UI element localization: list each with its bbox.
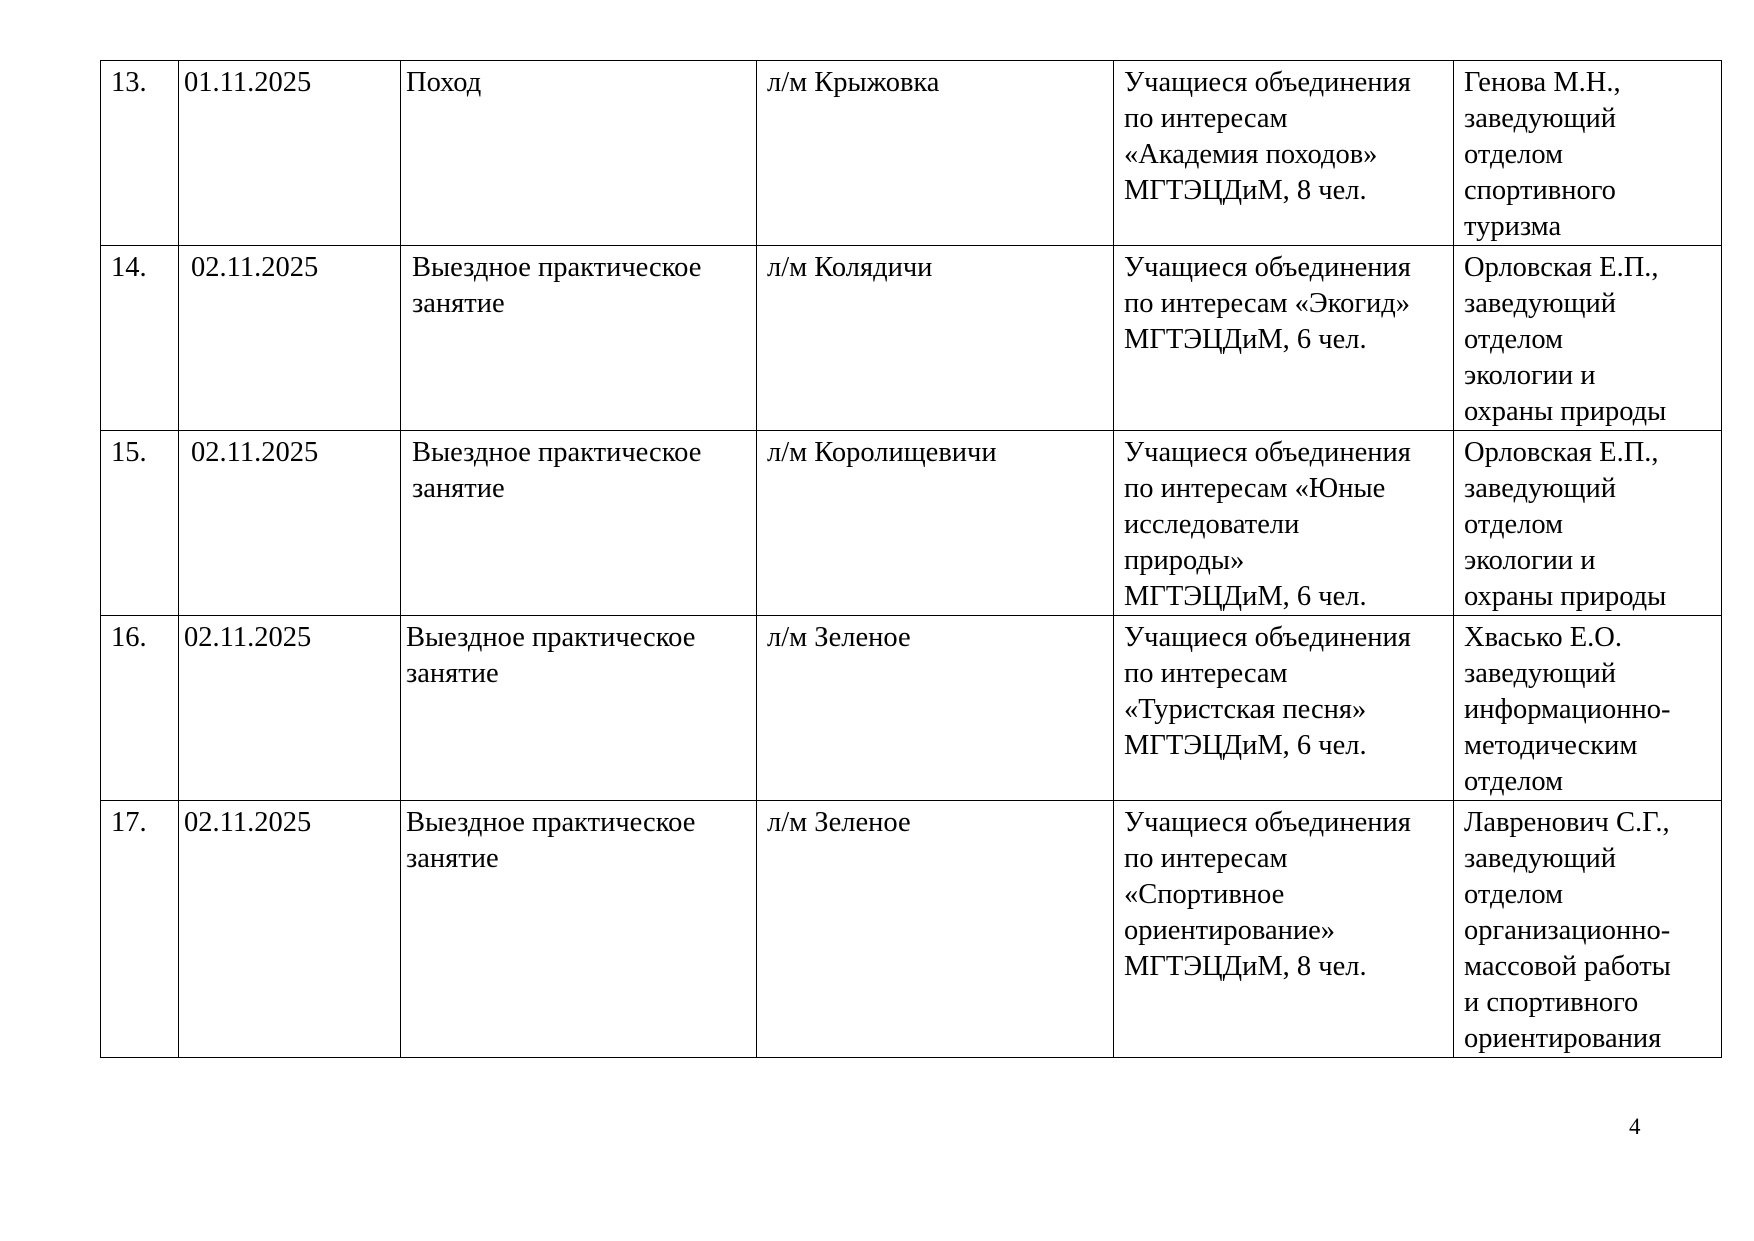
event-participants: Учащиеся объединения по интересам «Экогид» МГТЭЦДиМ, 6 чел. [1114,246,1454,431]
event-date: 02.11.2025 [179,616,401,801]
row-number: 14. [101,246,179,431]
event-name: Выездное практическое занятие [401,246,757,431]
event-place: л/м Зеленое [757,801,1114,1058]
row-number: 17. [101,801,179,1058]
table-row [101,246,1722,431]
row-number: 16. [101,616,179,801]
event-name: Поход [401,61,757,246]
event-place: л/м Королищевичи [757,431,1114,616]
page-number: 4 [1629,1114,1641,1139]
event-responsible: Орловская Е.П., заведующий отделом экологии и охраны природы [1454,431,1722,616]
event-date: 01.11.2025 [179,61,401,246]
event-responsible: Лавренович С.Г., заведующий отделом организационно- массовой работы и спортивного ориентирования [1454,801,1722,1058]
event-participants: Учащиеся объединения по интересам «Юные исследователи природы» МГТЭЦДиМ, 6 чел. [1114,431,1454,616]
event-participants: Учащиеся объединения по интересам «Академия походов» МГТЭЦДиМ, 8 чел. [1114,61,1454,246]
event-date: 02.11.2025 [179,246,401,431]
event-participants: Учащиеся объединения по интересам «Туристская песня» МГТЭЦДиМ, 6 чел. [1114,616,1454,801]
event-name: Выездное практическое занятие [401,801,757,1058]
event-date: 02.11.2025 [179,801,401,1058]
event-participants: Учащиеся объединения по интересам «Спортивное ориентирование» МГТЭЦДиМ, 8 чел. [1114,801,1454,1058]
event-name: Выездное практическое занятие [401,431,757,616]
table-row [101,616,1722,801]
event-responsible: Хвасько Е.О. заведующий информационно- методическим отделом [1454,616,1722,801]
event-place: л/м Колядичи [757,246,1114,431]
row-number: 15. [101,431,179,616]
events-table [100,60,1722,1058]
event-responsible: Орловская Е.П., заведующий отделом экологии и охраны природы [1454,246,1722,431]
event-date: 02.11.2025 [179,431,401,616]
table-row [101,61,1722,246]
event-place: л/м Крыжовка [757,61,1114,246]
event-name: Выездное практическое занятие [401,616,757,801]
table-row [101,801,1722,1058]
event-place: л/м Зеленое [757,616,1114,801]
table-row [101,431,1722,616]
event-responsible: Генова М.Н., заведующий отделом спортивного туризма [1454,61,1722,246]
row-number: 13. [101,61,179,246]
